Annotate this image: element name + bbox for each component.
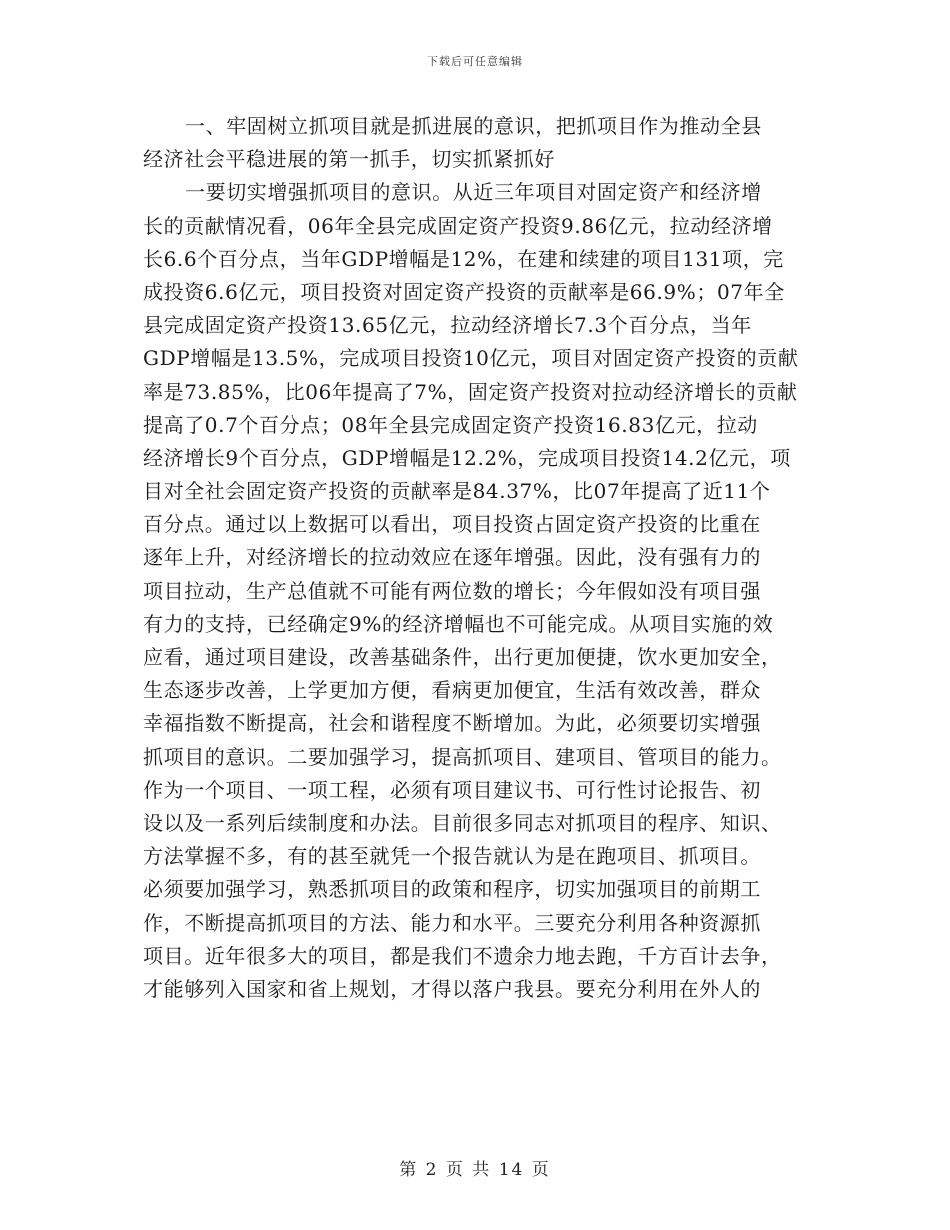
paragraph-line: 项目。近年很多大的项目，都是我们不遗余力地去跑，千方百计去争， [143,943,782,968]
paragraph-line: 率是73.85%，比06年提高了7%，固定资产投资对拉动经济增长的贡献 [143,379,798,404]
paragraph-line: 经济增长9个百分点，GDP增幅是12.2%，完成项目投资14.2亿元，项 [143,445,791,470]
paragraph-line: 必须要加强学习，熟悉抓项目的政策和程序，切实加强项目的前期工 [143,877,761,902]
paragraph-line: 有力的支持，已经确定9%的经济增幅也不可能完成。从项目实施的效 [143,611,774,636]
paragraph-line: 抓项目的意识。二要加强学习，提高抓项目、建项目、管项目的能力。 [143,744,782,769]
paragraph-line: 县完成固定资产投资13.65亿元，拉动经济增长7.3个百分点，当年 [143,313,752,338]
paragraph-line: 作，不断提高抓项目的方法、能力和水平。三要充分利用各种资源抓 [143,910,761,935]
section-heading-line-1: 一、牢固树立抓项目就是抓进展的意识，把抓项目作为推动全县 [185,114,762,138]
paragraph-line: 作为一个项目、一项工程，必须有项目建议书、可行性讨论报告、初 [143,777,761,802]
paragraph-line: 长6.6个百分点，当年GDP增幅是12%，在建和续建的项目131项，完 [143,246,784,271]
paragraph-line: 成投资6.6亿元，项目投资对固定资产投资的贡献率是66.9%；07年全 [143,279,785,304]
paragraph-line: 长的贡献情况看，06年全县完成固定资产投资9.86亿元，拉动经济增 [143,213,773,238]
page-number-footer: 第 2 页 共 14 页 [399,1160,551,1180]
paragraph-line: 设以及一系列后续制度和办法。目前很多同志对抓项目的程序、知识、 [143,810,782,835]
section-heading-line-2: 经济社会平稳进展的第一抓手，切实抓紧抓好 [143,147,555,172]
page-header: 下载后可任意编辑 [427,55,523,68]
paragraph-line: 幸福指数不断提高，社会和谐程度不断增加。为此，必须要切实增强 [143,711,761,736]
document-body [143,110,813,1006]
paragraph-line: 生态逐步改善，上学更加方便，看病更加便宜，生活有效改善，群众 [143,678,761,703]
paragraph-line: 逐年上升，对经济增长的拉动效应在逐年增强。因此，没有强有力的 [143,545,761,570]
paragraph-line: 目对全社会固定资产投资的贡献率是84.37%，比07年提高了近11个 [143,479,771,504]
paragraph-line: GDP增幅是13.5%，完成项目投资10亿元，项目对固定资产投资的贡献 [143,346,799,371]
paragraph-line: 方法掌握不多，有的甚至就凭一个报告就认为是在跑项目、抓项目。 [143,844,761,869]
paragraph-line: 才能够列入国家和省上规划，才得以落户我县。要充分利用在外人的 [143,976,761,1001]
paragraph-line: 提高了0.7个百分点；08年全县完成固定资产投资16.83亿元，拉动 [143,412,758,437]
paragraph-line: 一要切实增强抓项目的意识。从近三年项目对固定资产和经济增 [185,180,762,205]
paragraph-line: 百分点。通过以上数据可以看出，项目投资占固定资产投资的比重在 [143,512,761,537]
paragraph-line: 应看，通过项目建设，改善基础条件，出行更加便捷，饮水更加安全， [143,645,782,669]
paragraph-line: 项目拉动，生产总值就不可能有两位数的增长；今年假如没有项目强 [143,578,761,603]
